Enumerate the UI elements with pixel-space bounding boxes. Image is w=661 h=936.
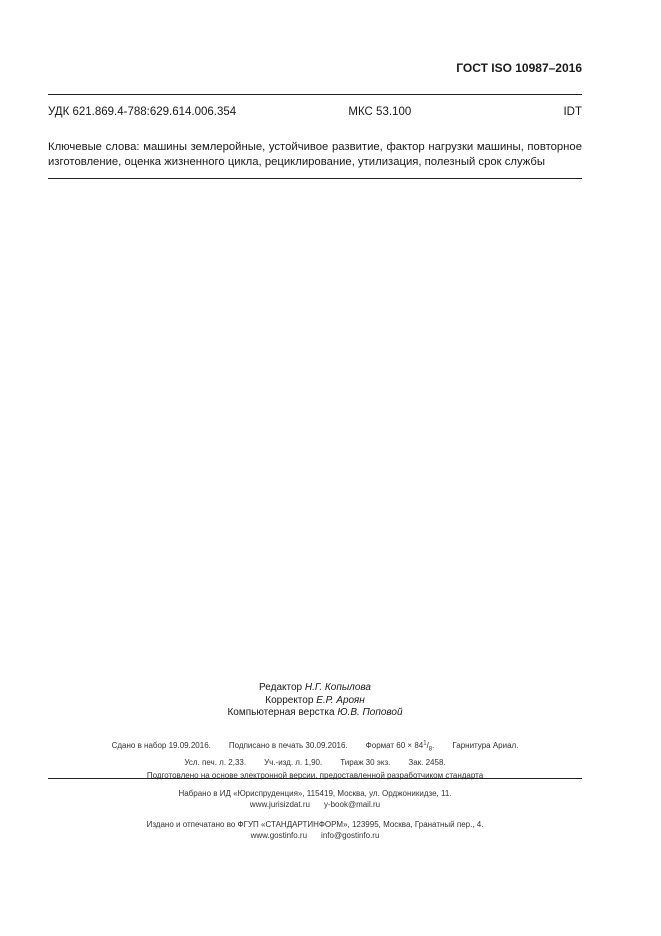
divider (48, 94, 582, 95)
circulation: Тираж 30 экз. (340, 758, 391, 768)
typeset-info (48, 788, 582, 810)
document-id: ГОСТ ISO 10987–2016 (456, 61, 582, 75)
format: Формат $60 \times 84^1/_8$. (365, 740, 435, 753)
printer-website[interactable]: www.gostinfo.ru (250, 831, 308, 840)
prepared-note: Подготовлено на основе электронной версии, предоставленной разработчиком стандарта (146, 771, 484, 781)
divider (48, 178, 582, 179)
submitted-date: Сдано в набор 19.09.2016. (111, 740, 211, 750)
signed-date: Подписано в печать 30.09.2016. (228, 740, 348, 750)
udk-code: УДК 621.869.4-788:629.614.006.354 (48, 106, 237, 118)
printed-info (48, 819, 582, 841)
mks-code: МКС 53.100 (348, 106, 412, 118)
typeset-email[interactable]: y-book@mail.ru (323, 800, 381, 809)
publisher-sheets: Уч.-изд. л. 1,90. (264, 758, 323, 768)
classification-row (48, 106, 582, 118)
divider (48, 778, 582, 779)
print-sheets: Усл. печ. л. 2,33. (184, 758, 247, 768)
typeset-address: Набрано в ИД «Юриспруденция», 115419, Москва, ул. Орджоникидзе, 11. (178, 789, 452, 798)
printer-email[interactable]: info@gostinfo.ru (321, 831, 380, 840)
credits (48, 682, 582, 720)
credit-corrector: Корректор Е.Р. Ароян (265, 694, 365, 706)
printer-address: Издано и отпечатано во ФГУП «СТАНДАРТИНФОРМ», 123995, Москва, Гранатный пер., 4. (146, 820, 484, 829)
credit-layout: Компьютерная верстка Ю.В. Поповой (227, 707, 403, 718)
keywords: Ключевые слова: машины землеройные, устойчивое развитие, фактор нагрузки машины, повторное изготовление, оценка жизненного цикла, рециклирование, утилизация, полезный срок службы (48, 141, 582, 168)
typeface: Гарнитура Ариал. (452, 740, 519, 750)
degree-of-correspondence: IDT (563, 106, 582, 118)
credit-editor: Редактор Н.Г. Копылова (259, 682, 371, 693)
publishing-info (48, 737, 582, 782)
typeset-website[interactable]: www.jurisizdat.ru (249, 800, 310, 809)
order-number: Зак. 2458. (408, 758, 446, 768)
